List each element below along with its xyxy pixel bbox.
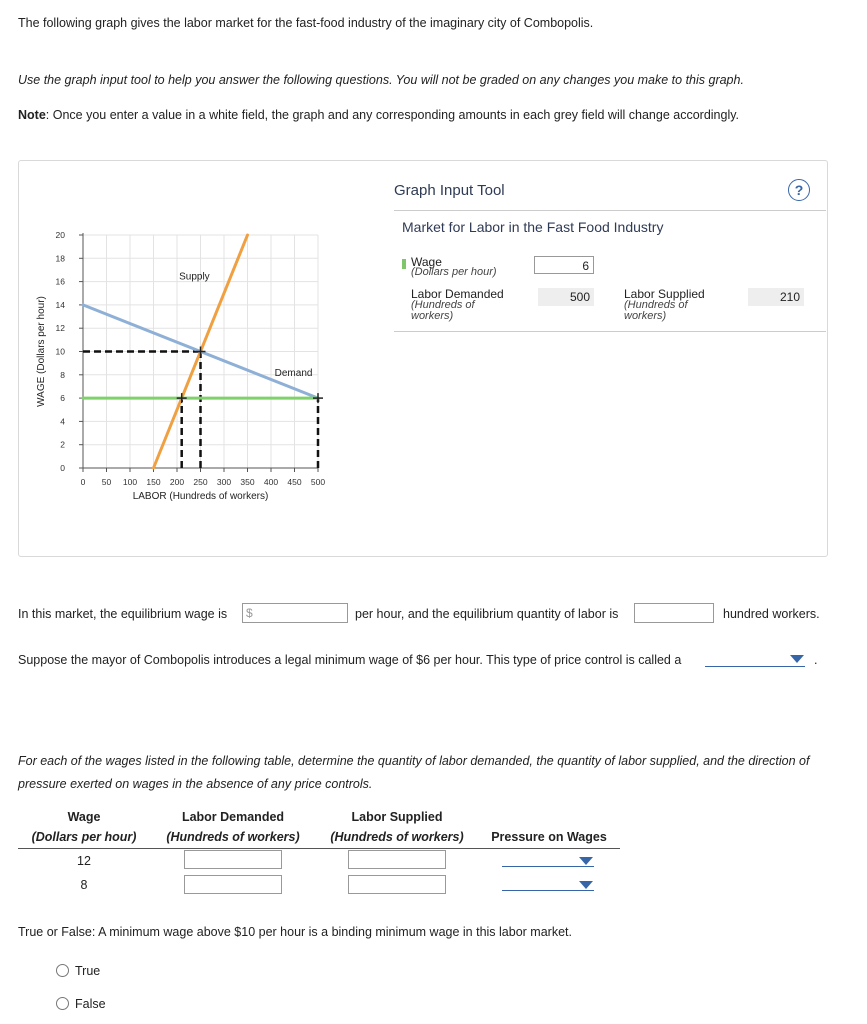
- equilibrium-quantity-input[interactable]: [634, 603, 714, 623]
- instructions-text: Use the graph input tool to help you answer the following questions. You will not be graded on any changes you make to this graph.: [18, 73, 744, 87]
- labor-demanded-unit-2: workers): [411, 310, 454, 322]
- wage-unit: (Dollars per hour): [411, 266, 497, 278]
- note-body: : Once you enter a value in a white field, the graph and any corresponding amounts in each grey field will change accordingly.: [45, 108, 740, 122]
- th-supplied: Labor Supplied: [351, 810, 443, 824]
- th-wage: Wage: [67, 810, 101, 824]
- labor-demanded-unit: (Hundreds of: [411, 299, 475, 311]
- y-tick-label: 10: [55, 346, 65, 357]
- true-radio[interactable]: [56, 964, 69, 977]
- y-tick-label: 2: [60, 439, 65, 450]
- y-tick-label: 14: [55, 299, 65, 310]
- x-tick-label: 450: [287, 477, 302, 487]
- th-demanded-unit: (Hundreds of workers): [166, 830, 300, 844]
- dollar-sign: $: [246, 606, 253, 620]
- x-tick-label: 0: [80, 477, 86, 487]
- q4-text: True or False: A minimum wage above $10 per hour is a binding minimum wage in this labor market.: [18, 925, 572, 939]
- q3-line-1: For each of the wages listed in the following table, determine the quantity of labor demanded, the quantity of labor supplied, and the direction of: [18, 754, 810, 768]
- y-tick-label: 4: [60, 416, 65, 427]
- q1-text-3: hundred workers.: [723, 607, 820, 621]
- q2-text: Suppose the mayor of Combopolis introduces a legal minimum wage of $6 per hour. This type of price control is called a: [18, 653, 682, 667]
- q2-period: .: [814, 653, 818, 667]
- row-1-demanded-input[interactable]: [184, 850, 282, 869]
- labor-supplied-unit-2: workers): [624, 310, 667, 322]
- y-tick-label: 16: [55, 276, 65, 287]
- row-2-demanded-input[interactable]: [184, 875, 282, 894]
- row-1-supplied-input[interactable]: [348, 850, 446, 869]
- x-tick-label: 300: [216, 477, 232, 487]
- equilibrium-wage-input[interactable]: [242, 603, 348, 623]
- x-tick-label: 250: [193, 477, 208, 487]
- wage-swatch-icon: [402, 259, 406, 269]
- x-tick-label: 500: [310, 477, 326, 487]
- labor-market-chart[interactable]: [20, 220, 340, 520]
- intro-text: The following graph gives the labor market for the fast-food industry of the imaginary city of Combopolis.: [18, 16, 594, 30]
- y-axis-title: WAGE (Dollars per hour): [36, 296, 47, 407]
- demand-label: Demand: [274, 367, 313, 379]
- y-tick-label: 12: [55, 323, 65, 334]
- false-radio[interactable]: [56, 997, 69, 1010]
- chevron-down-icon[interactable]: [790, 655, 804, 663]
- q1-text-2: per hour, and the equilibrium quantity of labor is: [355, 607, 619, 621]
- x-tick-label: 50: [101, 477, 112, 487]
- q1-text-1: In this market, the equilibrium wage is: [18, 607, 228, 621]
- y-tick-label: 8: [60, 369, 65, 380]
- q3-line-2: pressure exerted on wages in the absence of any price controls.: [18, 777, 373, 791]
- th-demanded: Labor Demanded: [181, 810, 285, 824]
- labor-supplied-value: 210: [748, 288, 804, 306]
- x-tick-label: 350: [240, 477, 255, 487]
- y-tick-label: 20: [55, 230, 65, 240]
- y-tick-label: 6: [60, 393, 65, 404]
- x-axis-title: LABOR (Hundreds of workers): [132, 491, 269, 502]
- labor-supplied-label: Labor Supplied: [624, 287, 705, 301]
- th-supplied-unit: (Hundreds of workers): [330, 830, 464, 844]
- note-text: [18, 108, 739, 122]
- table-header-divider: [18, 848, 620, 849]
- th-pressure: Pressure on Wages: [491, 830, 607, 844]
- labor-demanded-value: 500: [538, 288, 594, 306]
- chevron-down-icon[interactable]: [579, 881, 593, 889]
- x-tick-label: 200: [169, 477, 185, 487]
- false-label: False: [75, 997, 106, 1011]
- graph-input-tool-title: Graph Input Tool: [394, 182, 505, 199]
- wage-input[interactable]: 6: [534, 256, 594, 274]
- th-wage-unit: (Dollars per hour): [31, 830, 137, 844]
- y-tick-label: 0: [60, 463, 65, 473]
- y-tick-label: 18: [55, 253, 65, 264]
- labor-supplied-unit: (Hundreds of: [624, 299, 688, 311]
- chevron-down-icon[interactable]: [579, 857, 593, 865]
- supply-label: Supply: [179, 271, 210, 283]
- true-label: True: [75, 964, 101, 978]
- labor-demanded-label: Labor Demanded: [411, 287, 504, 301]
- x-tick-label: 150: [146, 477, 161, 487]
- graph-input-subtitle: Market for Labor in the Fast Food Industry: [402, 219, 664, 235]
- x-tick-label: 400: [263, 477, 279, 487]
- wage-label: Wage: [411, 255, 442, 269]
- row-2-supplied-input[interactable]: [348, 875, 446, 894]
- x-tick-label: 100: [122, 477, 138, 487]
- help-icon[interactable]: ?: [788, 179, 810, 201]
- row-2-wage: 8: [80, 878, 88, 892]
- row-1-wage: 12: [77, 854, 91, 868]
- note-label: Note: [18, 108, 46, 122]
